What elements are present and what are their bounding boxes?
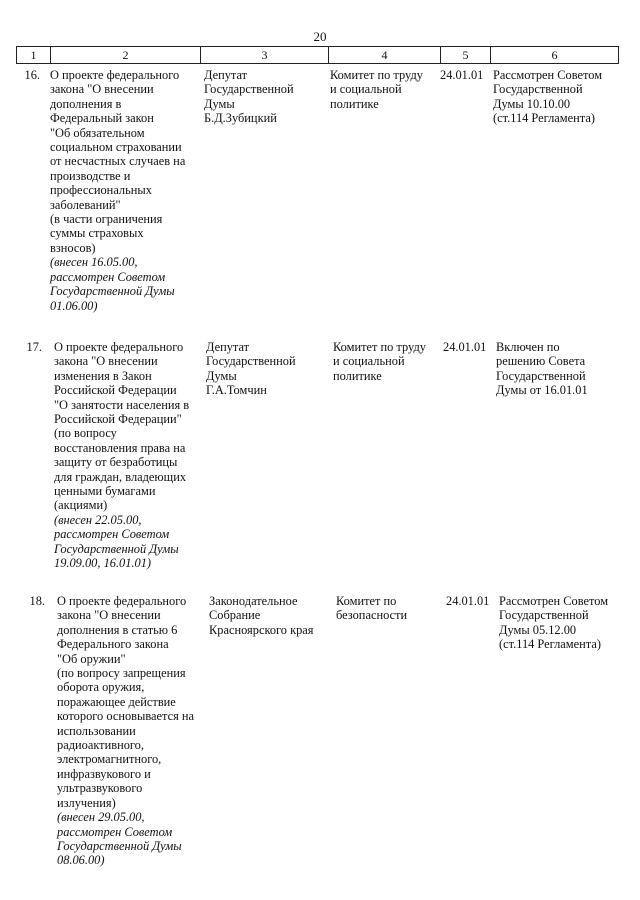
column-number-6: 6 [491, 47, 619, 64]
column-number-5: 5 [441, 47, 491, 64]
bill-author: Депутат Государственной Думы Г.А.Томчин [206, 340, 296, 398]
bill-submission-note: (внесен 22.05.00, рассмотрен Советом Государственной Думы 19.09.00, 16.01.01) [54, 512, 179, 571]
row-number: 16. [24, 68, 40, 82]
status-note: Включен по решению Совета Государственной Думы от 16.01.01 [496, 340, 588, 398]
row-number: 18. [29, 594, 45, 608]
column-number-header [16, 46, 619, 64]
bill-title [50, 68, 200, 313]
bill-title [57, 594, 207, 868]
bill-submission-note: (внесен 29.05.00, рассмотрен Советом Государственной Думы 08.06.00) [57, 810, 182, 868]
bill-title [54, 340, 204, 571]
bill-author: Законодательное Собрание Красноярского края [209, 594, 314, 637]
bill-submission-note: (внесен 16.05.00, рассмотрен Советом Государственной Думы 01.06.00) [50, 255, 175, 313]
column-number-1: 1 [17, 47, 51, 64]
responsible-committee: Комитет по безопасности [336, 594, 408, 623]
bill-author: Депутат Государственной Думы Б.Д.Зубицкий [204, 68, 294, 126]
bill-title-text: О проекте федерального закона "О внесении дополнения в Федеральный закон "Об обязательном социальном страховании от несчастных случаев на производстве и профессиональных заболеваний" (в части ограничения суммы страховых взносов) [50, 68, 186, 255]
column-number-2: 2 [51, 47, 201, 64]
date: 24.01.01 [440, 68, 484, 82]
bill-title-text: О проекте федерального закона "О внесении изменения в Закон Российской Федерации "О занятости населения в Российской Федерации" (по вопросу восстановления права на защиту от безработицы для граждан, владеющих ценными бумагами (акциями) [54, 340, 190, 513]
responsible-committee: Комитет по труду и социальной политике [333, 340, 426, 383]
column-number-4: 4 [329, 47, 441, 64]
bill-title-text: О проекте федерального закона "О внесении дополнения в статью 6 Федерального закона "Об оружии" (по вопросу запрещения оборота оружия, поражающее действие которого основывается на использовании радиоактивного, электромагнитного, инфразвукового и ультразвукового излучения) [57, 594, 195, 810]
responsible-committee: Комитет по труду и социальной политике [330, 68, 423, 111]
date: 24.01.01 [446, 594, 490, 608]
date: 24.01.01 [443, 340, 487, 354]
page-number: 20 [313, 29, 327, 44]
status-note: Рассмотрен Советом Государственной Думы 05.12.00 (ст.114 Регламента) [499, 594, 609, 652]
row-number: 17. [26, 340, 42, 354]
column-number-3: 3 [201, 47, 329, 64]
status-note: Рассмотрен Советом Государственной Думы 10.10.00 (ст.114 Регламента) [493, 68, 603, 126]
